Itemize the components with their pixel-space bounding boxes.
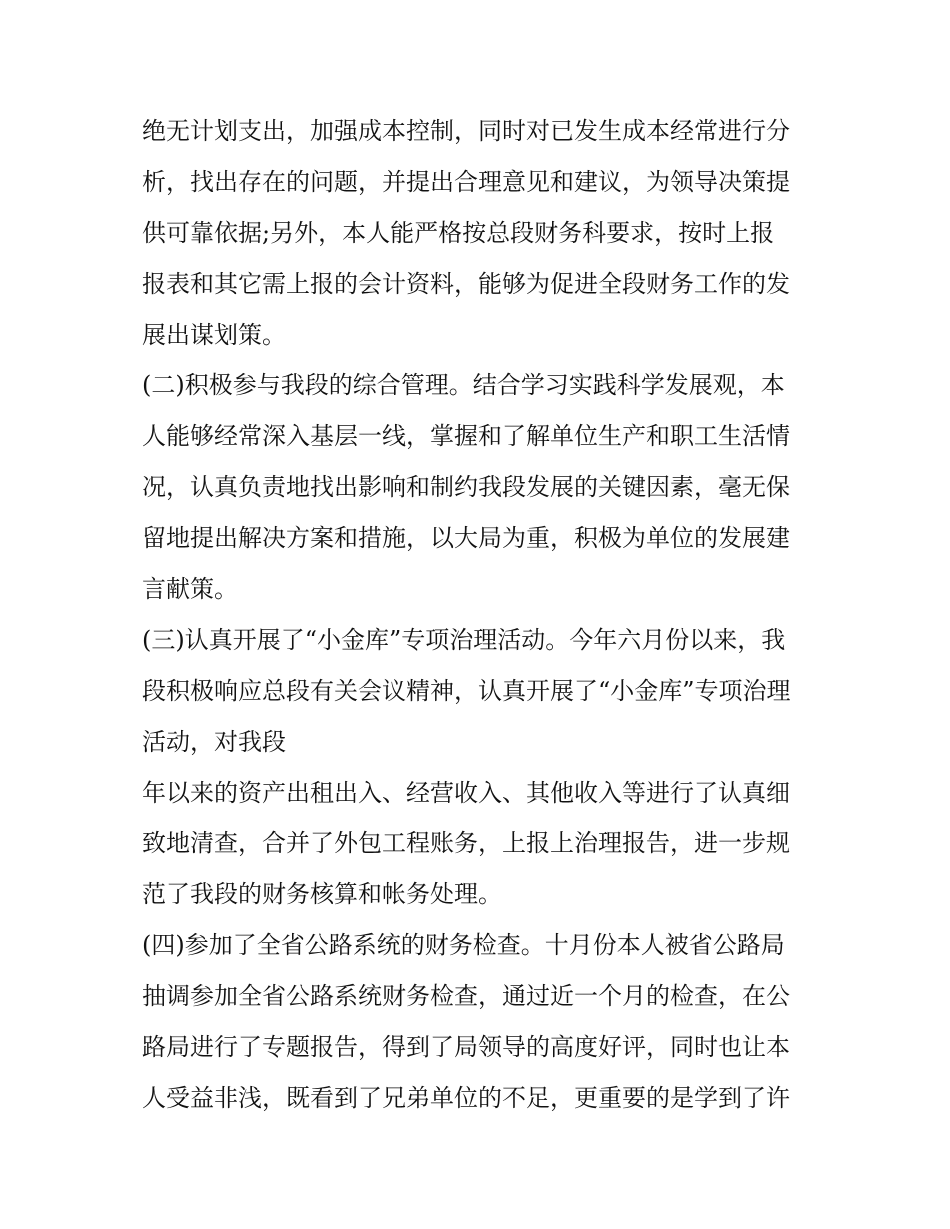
text-line: 致地清查，合并了外包工程账务，上报上治理报告，进一步规: [142, 829, 790, 858]
text-line: 析，找出存在的问题，并提出合理意见和建议，为领导决策提: [142, 167, 790, 196]
text-line: 段积极响应总段有关会议精神，认真开展了“小金库”专项治理: [142, 676, 791, 705]
text-line: 年以来的资产出租出入、经营收入、其他收入等进行了认真细: [142, 778, 790, 807]
text-line: 人能够经常深入基层一线，掌握和了解单位生产和职工生活情: [142, 422, 790, 451]
text-line: (四)参加了全省公路系统的财务检查。十月份本人被省公路局: [142, 931, 785, 960]
text-line: 路局进行了专题报告，得到了局领导的高度好评，同时也让本: [142, 1033, 790, 1062]
body-text: [142, 106, 822, 1124]
text-line: 展出谋划策。: [142, 320, 286, 349]
text-line: 留地提出解决方案和措施，以大局为重，积极为单位的发展建: [142, 524, 790, 553]
text-line: 言献策。: [142, 575, 238, 604]
text-line: 况，认真负责地找出影响和制约我段发展的关键因素，毫无保: [142, 473, 790, 502]
text-line: (三)认真开展了“小金库”专项治理活动。今年六月份以来，我: [142, 625, 786, 654]
text-line: 人受益非浅，既看到了兄弟单位的不足，更重要的是学到了许: [142, 1083, 790, 1112]
text-line: 范了我段的财务核算和帐务处理。: [142, 880, 502, 909]
text-line: 报表和其它需上报的会计资料，能够为促进全段财务工作的发: [142, 269, 790, 298]
text-line: 活动，对我段: [142, 727, 286, 756]
text-line: (二)积极参与我段的综合管理。结合学习实践科学发展观，本: [142, 371, 785, 400]
text-line: 抽调参加全省公路系统财务检查，通过近一个月的检查，在公: [142, 982, 790, 1011]
text-line: 绝无计划支出，加强成本控制，同时对已发生成本经常进行分: [142, 117, 790, 145]
text-line: 供可靠依据;另外，本人能严格按总段财务科要求，按时上报: [142, 218, 775, 247]
